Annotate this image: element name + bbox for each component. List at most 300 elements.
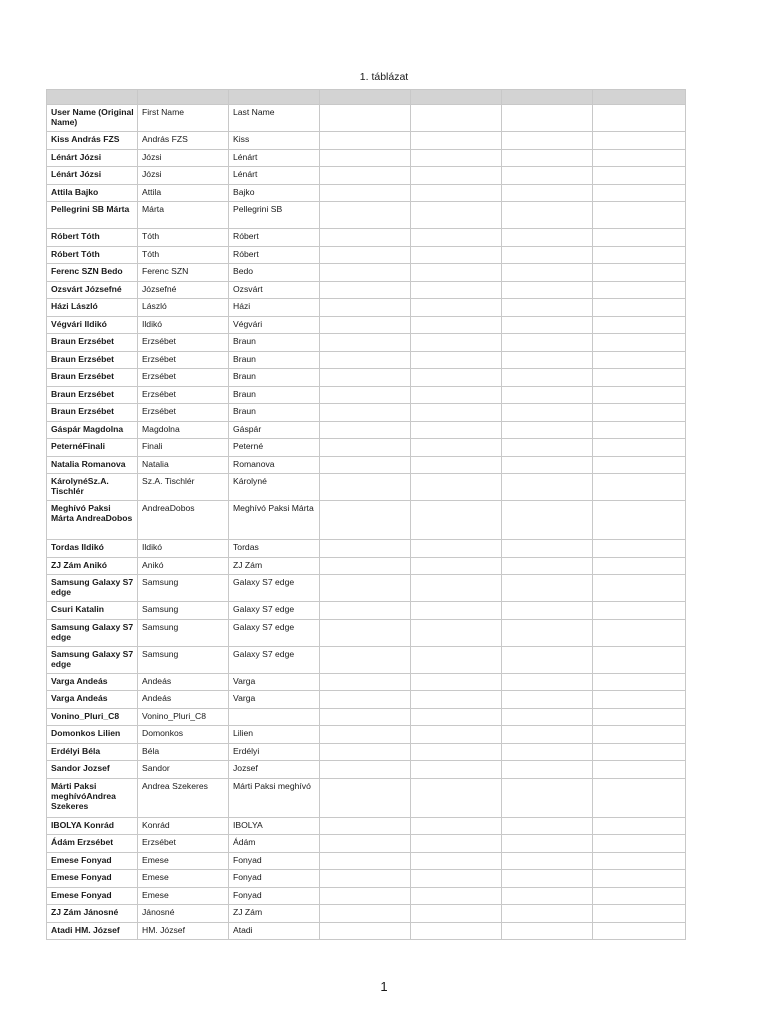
empty-cell <box>502 421 593 439</box>
empty-cell <box>502 557 593 575</box>
table-row <box>47 456 686 474</box>
first-name-cell: Tóth <box>138 246 229 264</box>
first-name-cell: Ildikó <box>138 316 229 334</box>
last-name-cell: Márti Paksi meghívó <box>229 778 320 817</box>
table-row <box>47 439 686 457</box>
user-name-cell: Varga Andeás <box>47 691 138 709</box>
empty-cell <box>593 474 686 501</box>
empty-cell <box>320 646 411 673</box>
user-name-cell: Ádám Erzsébet <box>47 835 138 853</box>
last-name-cell: Lénárt <box>229 167 320 185</box>
empty-cell <box>411 404 502 422</box>
table-row <box>47 905 686 923</box>
table-row <box>47 870 686 888</box>
empty-cell <box>411 646 502 673</box>
table-row <box>47 386 686 404</box>
table-row <box>47 691 686 709</box>
empty-cell <box>593 540 686 558</box>
last-name-cell: Peterné <box>229 439 320 457</box>
last-name-cell: Lilien <box>229 726 320 744</box>
table-caption: 1. táblázat <box>359 71 409 83</box>
empty-cell <box>320 817 411 835</box>
last-name-cell: Varga <box>229 673 320 691</box>
table-row <box>47 557 686 575</box>
empty-cell <box>502 299 593 317</box>
empty-cell <box>320 369 411 387</box>
empty-cell <box>593 835 686 853</box>
last-name-cell: Tordas <box>229 540 320 558</box>
empty-cell <box>320 149 411 167</box>
empty-cell <box>320 229 411 247</box>
user-name-cell: Emese Fonyad <box>47 870 138 888</box>
last-name-cell: Braun <box>229 334 320 352</box>
table-row <box>47 132 686 150</box>
empty-cell <box>502 404 593 422</box>
empty-cell <box>502 281 593 299</box>
empty-cell <box>320 602 411 620</box>
empty-cell <box>593 202 686 229</box>
first-name-cell: Andeás <box>138 691 229 709</box>
user-name-cell: Kiss András FZS <box>47 132 138 150</box>
empty-cell <box>411 439 502 457</box>
empty-cell <box>411 184 502 202</box>
first-name-cell: Attila <box>138 184 229 202</box>
empty-cell <box>411 540 502 558</box>
first-name-cell: Finali <box>138 439 229 457</box>
last-name-cell: Varga <box>229 691 320 709</box>
empty-cell <box>320 421 411 439</box>
first-name-cell: Józsi <box>138 167 229 185</box>
table-row <box>47 778 686 817</box>
empty-cell <box>320 708 411 726</box>
empty-cell <box>502 351 593 369</box>
user-name-cell: PeternéFinali <box>47 439 138 457</box>
empty-cell <box>502 202 593 229</box>
table-row <box>47 369 686 387</box>
empty-cell <box>411 281 502 299</box>
empty-cell <box>593 691 686 709</box>
last-name-cell: Házi <box>229 299 320 317</box>
first-name-cell: Józsefné <box>138 281 229 299</box>
user-name-cell: Emese Fonyad <box>47 887 138 905</box>
empty-cell <box>593 575 686 602</box>
table-row <box>47 299 686 317</box>
last-name-cell: Galaxy S7 edge <box>229 646 320 673</box>
last-name-cell: Braun <box>229 404 320 422</box>
user-name-cell: Samsung Galaxy S7 edge <box>47 575 138 602</box>
empty-cell <box>502 386 593 404</box>
empty-cell <box>411 761 502 779</box>
user-name-cell: Róbert Tóth <box>47 229 138 247</box>
first-name-cell: Ferenc SZN <box>138 264 229 282</box>
empty-cell <box>593 299 686 317</box>
empty-cell <box>411 922 502 940</box>
empty-cell <box>502 619 593 646</box>
empty-cell <box>502 474 593 501</box>
empty-cell <box>320 299 411 317</box>
empty-cell <box>411 870 502 888</box>
table-row <box>47 540 686 558</box>
empty-cell <box>502 761 593 779</box>
empty-cell <box>320 887 411 905</box>
empty-cell <box>411 619 502 646</box>
user-name-cell: Samsung Galaxy S7 edge <box>47 646 138 673</box>
user-name-cell: Lénárt Józsi <box>47 149 138 167</box>
user-name-cell: Végvári Ildikó <box>47 316 138 334</box>
first-name-cell: Erzsébet <box>138 351 229 369</box>
first-name-cell: Samsung <box>138 646 229 673</box>
empty-cell <box>411 501 502 540</box>
table-row <box>47 404 686 422</box>
first-name-cell: Erzsébet <box>138 835 229 853</box>
empty-cell <box>593 246 686 264</box>
empty-cell <box>411 167 502 185</box>
empty-cell <box>320 726 411 744</box>
user-name-cell: Tordas Ildikó <box>47 540 138 558</box>
empty-cell <box>411 386 502 404</box>
empty-cell <box>502 369 593 387</box>
last-name-cell: Galaxy S7 edge <box>229 619 320 646</box>
table-row <box>47 887 686 905</box>
empty-cell <box>593 229 686 247</box>
table-row <box>47 316 686 334</box>
empty-cell <box>593 167 686 185</box>
last-name-cell: Braun <box>229 369 320 387</box>
empty-cell <box>502 673 593 691</box>
empty-cell <box>502 439 593 457</box>
user-name-cell: Natalia Romanova <box>47 456 138 474</box>
empty-cell <box>502 778 593 817</box>
last-name-cell: Meghívó Paksi Márta <box>229 501 320 540</box>
table-header-row <box>47 105 686 132</box>
last-name-cell: Braun <box>229 386 320 404</box>
user-name-cell: ZJ Zám Anikó <box>47 557 138 575</box>
empty-cell <box>411 334 502 352</box>
empty-cell <box>593 184 686 202</box>
last-name-cell: Ozsvárt <box>229 281 320 299</box>
empty-cell <box>593 149 686 167</box>
first-name-cell: Anikó <box>138 557 229 575</box>
empty-cell <box>411 708 502 726</box>
empty-cell <box>320 743 411 761</box>
empty-cell <box>593 673 686 691</box>
table-row <box>47 761 686 779</box>
empty-cell <box>411 421 502 439</box>
user-name-cell: Erdélyi Béla <box>47 743 138 761</box>
empty-cell <box>593 264 686 282</box>
empty-cell <box>411 299 502 317</box>
first-name-cell: Sz.A. Tischlér <box>138 474 229 501</box>
table-row <box>47 708 686 726</box>
first-name-cell: Jánosné <box>138 905 229 923</box>
last-name-cell: Romanova <box>229 456 320 474</box>
last-name-cell: Fonyad <box>229 870 320 888</box>
first-name-cell: Konrád <box>138 817 229 835</box>
empty-cell <box>411 456 502 474</box>
first-name-cell: First Name <box>138 105 229 132</box>
empty-cell <box>320 852 411 870</box>
user-name-cell: Csuri Katalin <box>47 602 138 620</box>
empty-cell <box>411 246 502 264</box>
empty-cell <box>320 334 411 352</box>
empty-cell <box>502 835 593 853</box>
empty-cell <box>320 386 411 404</box>
last-name-cell: ZJ Zám <box>229 557 320 575</box>
last-name-cell: Kiss <box>229 132 320 150</box>
empty-cell <box>411 835 502 853</box>
table-row <box>47 202 686 229</box>
empty-cell <box>593 316 686 334</box>
empty-cell <box>320 316 411 334</box>
user-name-cell: Braun Erzsébet <box>47 369 138 387</box>
user-name-cell: Emese Fonyad <box>47 852 138 870</box>
user-name-cell: Braun Erzsébet <box>47 404 138 422</box>
empty-cell <box>502 229 593 247</box>
empty-cell <box>502 852 593 870</box>
first-name-cell: Márta <box>138 202 229 229</box>
empty-cell <box>502 575 593 602</box>
table-row <box>47 646 686 673</box>
empty-cell <box>320 540 411 558</box>
table-row <box>47 184 686 202</box>
empty-cell <box>411 778 502 817</box>
empty-cell <box>320 835 411 853</box>
user-name-cell: Atadi HM. József <box>47 922 138 940</box>
empty-cell <box>593 501 686 540</box>
empty-cell <box>411 132 502 150</box>
empty-cell <box>320 905 411 923</box>
empty-cell <box>320 557 411 575</box>
empty-cell <box>502 708 593 726</box>
empty-cell <box>593 905 686 923</box>
first-name-cell: Emese <box>138 870 229 888</box>
empty-cell <box>502 184 593 202</box>
empty-cell <box>320 132 411 150</box>
empty-cell <box>411 474 502 501</box>
user-name-cell: Lénárt Józsi <box>47 167 138 185</box>
empty-cell <box>502 105 593 132</box>
empty-cell <box>320 351 411 369</box>
user-name-cell: Sandor Jozsef <box>47 761 138 779</box>
empty-cell <box>502 646 593 673</box>
empty-cell <box>320 167 411 185</box>
empty-cell <box>320 673 411 691</box>
last-name-cell: Bedo <box>229 264 320 282</box>
empty-cell <box>593 619 686 646</box>
first-name-cell: Sandor <box>138 761 229 779</box>
first-name-cell: Józsi <box>138 149 229 167</box>
user-name-cell: Ozsvárt Józsefné <box>47 281 138 299</box>
last-name-cell: Róbert <box>229 246 320 264</box>
page-number: 1 <box>380 979 388 994</box>
empty-cell <box>593 817 686 835</box>
empty-cell <box>320 922 411 940</box>
empty-cell <box>593 439 686 457</box>
empty-cell <box>593 870 686 888</box>
table-row <box>47 575 686 602</box>
user-name-cell: Varga Andeás <box>47 673 138 691</box>
user-name-cell: KárolynéSz.A. Tischlér <box>47 474 138 501</box>
empty-cell <box>502 264 593 282</box>
last-name-cell: Erdélyi <box>229 743 320 761</box>
first-name-cell: HM. József <box>138 922 229 940</box>
last-name-cell: Pellegrini SB <box>229 202 320 229</box>
first-name-cell: Erzsébet <box>138 404 229 422</box>
table-row <box>47 817 686 835</box>
empty-cell <box>502 334 593 352</box>
first-name-cell: Béla <box>138 743 229 761</box>
empty-cell <box>593 369 686 387</box>
empty-cell <box>411 743 502 761</box>
last-name-cell: IBOLYA <box>229 817 320 835</box>
last-name-cell: Atadi <box>229 922 320 940</box>
empty-cell <box>502 501 593 540</box>
empty-cell <box>502 870 593 888</box>
empty-cell <box>593 132 686 150</box>
user-name-cell: Samsung Galaxy S7 edge <box>47 619 138 646</box>
table-row <box>47 229 686 247</box>
user-name-cell: Gáspár Magdolna <box>47 421 138 439</box>
last-name-cell <box>229 708 320 726</box>
empty-cell <box>593 421 686 439</box>
table-row <box>47 619 686 646</box>
user-name-cell: User Name (Original Name) <box>47 105 138 132</box>
table-row <box>47 673 686 691</box>
empty-cell <box>320 202 411 229</box>
empty-cell <box>502 743 593 761</box>
first-name-cell: Emese <box>138 887 229 905</box>
user-name-cell: Braun Erzsébet <box>47 334 138 352</box>
user-name-cell: IBOLYA Konrád <box>47 817 138 835</box>
empty-cell <box>502 167 593 185</box>
empty-cell <box>593 557 686 575</box>
empty-cell <box>320 456 411 474</box>
last-name-cell: Gáspár <box>229 421 320 439</box>
last-name-cell: Galaxy S7 edge <box>229 602 320 620</box>
first-name-cell: András FZS <box>138 132 229 150</box>
empty-cell <box>502 817 593 835</box>
user-name-cell: Attila Bajko <box>47 184 138 202</box>
empty-cell <box>593 404 686 422</box>
last-name-cell: ZJ Zám <box>229 905 320 923</box>
last-name-cell: Last Name <box>229 105 320 132</box>
first-name-cell: Erzsébet <box>138 369 229 387</box>
empty-cell <box>320 439 411 457</box>
first-name-cell: Domonkos <box>138 726 229 744</box>
table-row <box>47 281 686 299</box>
empty-cell <box>593 351 686 369</box>
table-header-band <box>47 90 686 105</box>
table-row <box>47 922 686 940</box>
empty-cell <box>502 456 593 474</box>
empty-cell <box>502 540 593 558</box>
first-name-cell: Erzsébet <box>138 334 229 352</box>
empty-cell <box>593 281 686 299</box>
empty-cell <box>320 105 411 132</box>
user-name-cell: Házi László <box>47 299 138 317</box>
empty-cell <box>320 404 411 422</box>
first-name-cell: Samsung <box>138 619 229 646</box>
user-name-cell: Pellegrini SB Márta <box>47 202 138 229</box>
last-name-cell: Jozsef <box>229 761 320 779</box>
first-name-cell: Samsung <box>138 602 229 620</box>
empty-cell <box>320 246 411 264</box>
empty-cell <box>593 852 686 870</box>
last-name-cell: Lénárt <box>229 149 320 167</box>
empty-cell <box>502 887 593 905</box>
empty-cell <box>320 501 411 540</box>
table-row <box>47 602 686 620</box>
empty-cell <box>411 202 502 229</box>
empty-cell <box>593 778 686 817</box>
empty-cell <box>593 887 686 905</box>
empty-cell <box>320 778 411 817</box>
last-name-cell: Károlyné <box>229 474 320 501</box>
last-name-cell: Galaxy S7 edge <box>229 575 320 602</box>
empty-cell <box>320 691 411 709</box>
first-name-cell: Ildikó <box>138 540 229 558</box>
empty-cell <box>593 922 686 940</box>
empty-cell <box>502 726 593 744</box>
table-row <box>47 474 686 501</box>
table-row <box>47 334 686 352</box>
empty-cell <box>502 905 593 923</box>
empty-cell <box>411 229 502 247</box>
last-name-cell: Ádám <box>229 835 320 853</box>
empty-cell <box>320 281 411 299</box>
first-name-cell: Emese <box>138 852 229 870</box>
table-row <box>47 421 686 439</box>
empty-cell <box>502 922 593 940</box>
empty-cell <box>502 246 593 264</box>
empty-cell <box>502 316 593 334</box>
empty-cell <box>593 646 686 673</box>
table-row <box>47 167 686 185</box>
empty-cell <box>593 456 686 474</box>
empty-cell <box>411 316 502 334</box>
last-name-cell: Bajko <box>229 184 320 202</box>
user-name-cell: ZJ Zám Jánosné <box>47 905 138 923</box>
empty-cell <box>320 474 411 501</box>
first-name-cell: Magdolna <box>138 421 229 439</box>
last-name-cell: Braun <box>229 351 320 369</box>
first-name-cell: Samsung <box>138 575 229 602</box>
empty-cell <box>593 602 686 620</box>
first-name-cell: Andrea Szekeres <box>138 778 229 817</box>
empty-cell <box>593 105 686 132</box>
empty-cell <box>593 386 686 404</box>
empty-cell <box>411 905 502 923</box>
table-row <box>47 835 686 853</box>
user-name-cell: Braun Erzsébet <box>47 351 138 369</box>
data-table <box>46 89 686 940</box>
empty-cell <box>411 575 502 602</box>
user-name-cell: Márti Paksi meghívóAndrea Szekeres <box>47 778 138 817</box>
empty-cell <box>411 105 502 132</box>
empty-cell <box>320 575 411 602</box>
table-row <box>47 852 686 870</box>
user-name-cell: Ferenc SZN Bedo <box>47 264 138 282</box>
empty-cell <box>593 743 686 761</box>
empty-cell <box>502 691 593 709</box>
empty-cell <box>502 602 593 620</box>
table-row <box>47 246 686 264</box>
empty-cell <box>593 726 686 744</box>
empty-cell <box>411 351 502 369</box>
first-name-cell: Tóth <box>138 229 229 247</box>
user-name-cell: Domonkos Lilien <box>47 726 138 744</box>
table-row <box>47 351 686 369</box>
